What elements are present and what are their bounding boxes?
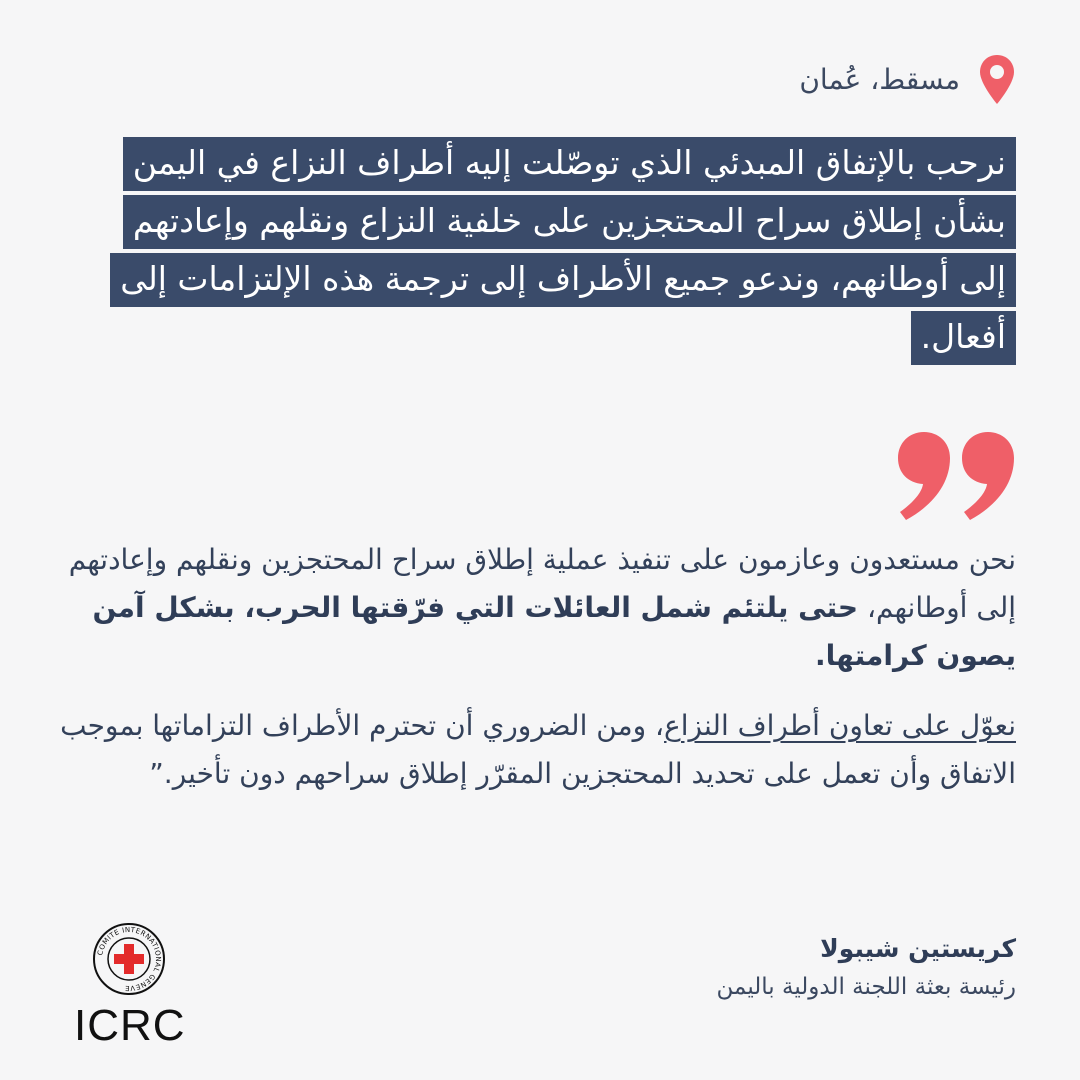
- quote-paragraph-2-underlined: نعوّل على تعاون أطراف النزاع: [664, 709, 1016, 742]
- quote-paragraph-1: [56, 536, 1016, 680]
- headline-text: نرحب بالإتفاق المبدئي الذي توصّلت إليه أطراف النزاع في اليمن بشأن إطلاق سراح المحتجزين على خلفية النزاع ونقلهم وإعادتهم إلى أوطانهم، وندعو جميع الأطراف إلى ترجمة هذه الإلتزامات إلى أفعال.: [110, 137, 1016, 365]
- quote-paragraph-2-regular: ، ومن الضروري أن تحترم الأطراف التزاماتها بموجب الاتفاق وأن تعمل على تحديد المحتجزين المقرّر إطلاق سراحهم دون تأخير.”: [60, 709, 1016, 790]
- icrc-logo-text: ICRC: [74, 1001, 186, 1050]
- red-cross-emblem-icon: [92, 922, 166, 996]
- icrc-logo: [74, 922, 184, 1052]
- signature-name: كريستين شيبولا: [820, 934, 1016, 963]
- quote-paragraph-1-regular: نحن مستعدون وعازمون على تنفيذ عملية إطلاق سراح المحتجزين ونقلهم وإعادتهم إلى أوطانهم،: [68, 543, 1016, 624]
- quote-paragraph-1-bold: حتى يلتئم شمل العائلات التي فرّقتها الحرب، بشكل آمن يصون كرامتها.: [92, 591, 1016, 672]
- headline-banner: [96, 134, 1016, 366]
- location-header: [799, 52, 1016, 108]
- emblem-ring-text: COMITE INTERNATIONAL GENEVE: [96, 925, 163, 993]
- signature-block: [717, 930, 1016, 1006]
- signature-title: رئيسة بعثة اللجنة الدولية باليمن: [716, 974, 1016, 1000]
- location-text: مسقط، عُمان: [799, 63, 960, 96]
- location-pin-icon: [978, 54, 1016, 106]
- quote-paragraph-2: [56, 702, 1016, 798]
- quotation-mark-icon: [896, 428, 1018, 524]
